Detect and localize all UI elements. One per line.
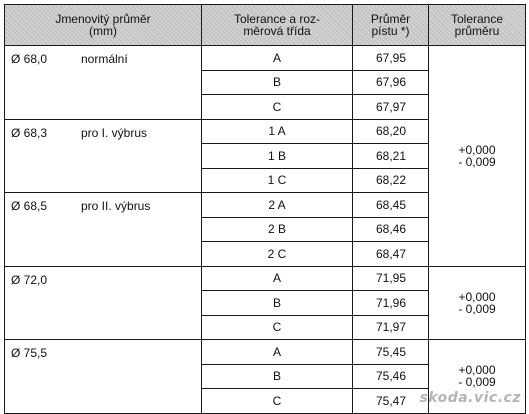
header-piston-diameter [353,5,429,46]
piston-diameter-cell: 67,96 [353,70,429,95]
piston-diameter-cell: 75,47 [353,389,429,414]
table-row [5,266,526,291]
table-header-row [5,5,526,46]
header-text: Tolerance a roz- [233,12,321,26]
tolerance-class-cell: 2 B [202,217,353,242]
nominal-diameter-cell [5,46,202,120]
tolerance-class-cell: A [202,266,353,291]
nominal-diameter-cell [5,340,202,414]
header-nominal-diameter [5,5,202,46]
diameter-variant: pro I. výbrus [81,125,148,140]
diameter-tolerance-cell [429,46,526,267]
piston-diameter-cell: 67,95 [353,46,429,71]
diameter-value: Ø 75,5 [11,346,48,360]
diameter-value: Ø 68,5 [11,199,48,213]
tolerance-table-page [4,4,525,407]
watermark-logo: skoda.vic.cz [419,390,521,406]
piston-diameter-cell: 71,95 [353,266,429,291]
piston-diameter-cell: 71,96 [353,291,429,316]
tolerance-class-cell: 2 C [202,242,353,267]
diameter-value: Ø 68,3 [11,125,48,140]
table-row [5,46,526,71]
piston-diameter-cell: 75,46 [353,364,429,389]
tolerance-class-cell: A [202,46,353,71]
table-row [5,340,526,365]
header-text: průměru [454,24,500,38]
tolerance-upper: +0,000 [458,142,496,157]
piston-diameter-cell: 71,97 [353,315,429,340]
piston-diameter-cell: 68,21 [353,144,429,169]
piston-tolerance-table [4,4,526,414]
header-text: (mm) [89,24,117,38]
header-tolerance-class [202,5,353,46]
tolerance-lower: - 0,009 [458,154,496,169]
tolerance-lower: - 0,009 [458,301,496,316]
header-diameter-tolerance [429,5,526,46]
header-text: Tolerance [450,12,504,26]
nominal-diameter-cell [5,266,202,340]
tolerance-class-cell: 2 A [202,193,353,218]
tolerance-upper: +0,000 [458,363,496,378]
nominal-diameter-cell [5,119,202,193]
header-text: pístu *) [371,24,410,38]
piston-diameter-cell: 68,47 [353,242,429,267]
diameter-variant: pro II. výbrus [81,199,151,213]
piston-diameter-cell: 68,46 [353,217,429,242]
header-text: měrová třída [243,24,311,38]
nominal-diameter-cell [5,193,202,267]
tolerance-upper: +0,000 [458,289,496,304]
piston-diameter-cell: 67,97 [353,95,429,120]
tolerance-class-cell: C [202,95,353,120]
header-text: Jmenovitý průměr [55,12,151,26]
tolerance-class-cell: B [202,364,353,389]
piston-diameter-cell: 68,20 [353,119,429,144]
piston-diameter-cell: 68,22 [353,168,429,193]
tolerance-lower: - 0,009 [458,375,496,390]
tolerance-class-cell: B [202,70,353,95]
diameter-value: Ø 68,0 [11,52,48,66]
diameter-variant: normální [81,52,128,66]
piston-diameter-cell: 75,45 [353,340,429,365]
tolerance-class-cell: C [202,389,353,414]
tolerance-class-cell: C [202,315,353,340]
tolerance-class-cell: 1 A [202,119,353,144]
diameter-value: Ø 72,0 [11,272,48,287]
tolerance-class-cell: A [202,340,353,365]
tolerance-class-cell: 1 C [202,168,353,193]
piston-diameter-cell: 68,45 [353,193,429,218]
diameter-tolerance-cell [429,266,526,340]
tolerance-class-cell: B [202,291,353,316]
tolerance-class-cell: 1 B [202,144,353,169]
header-text: Průměr [370,12,411,26]
